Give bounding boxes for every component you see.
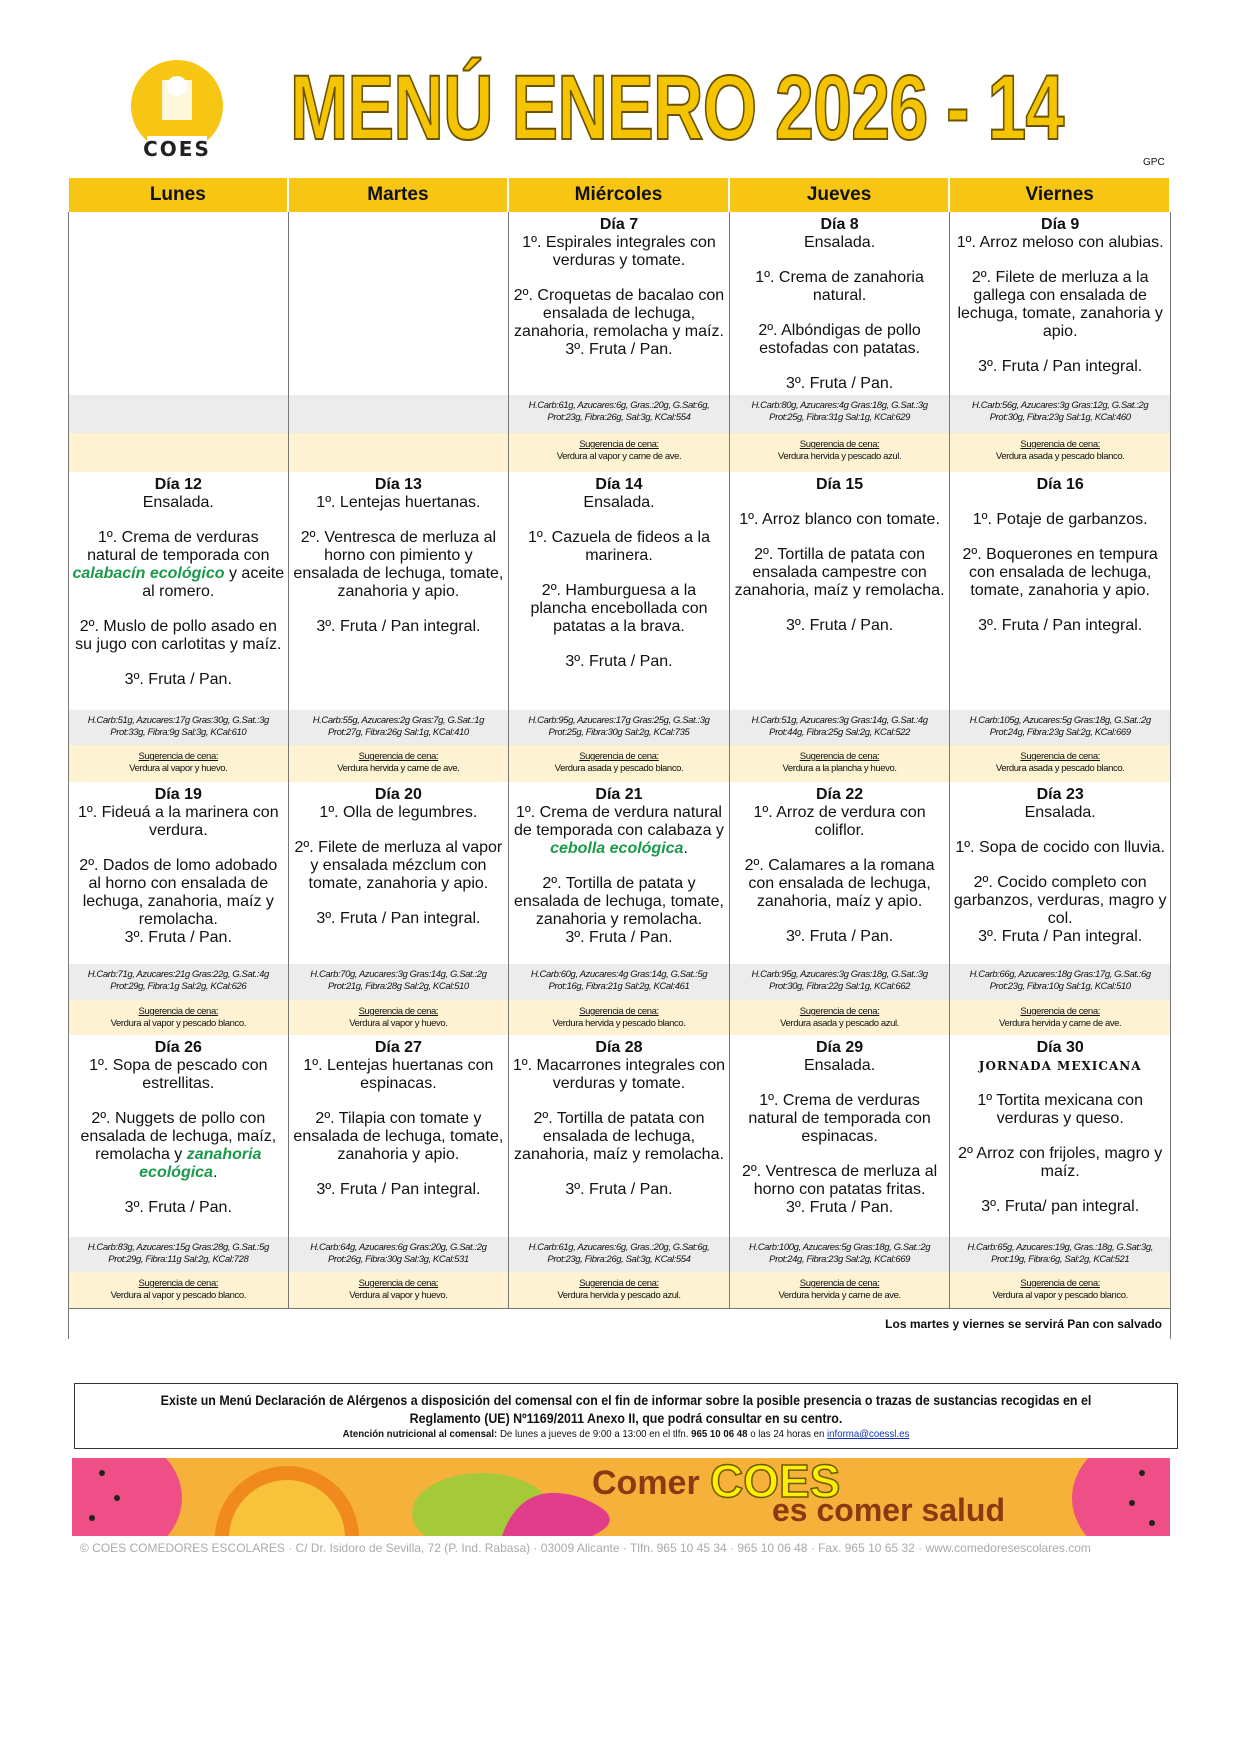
nutrition-contact	[119, 1428, 1133, 1440]
day-cell	[289, 1035, 510, 1237]
dish-line: 1º. Lentejas huertanas con espinacas.	[303, 1057, 494, 1092]
nutrition-row	[68, 964, 1171, 1000]
dish-line: 3º. Fruta / Pan integral.	[978, 358, 1143, 375]
nutrition-cell	[730, 1237, 951, 1272]
suggestion-text: Verdura a la plancha y huevo.	[782, 763, 897, 774]
suggestion-cell	[950, 1000, 1171, 1035]
suggestion-label: Sugerencia de cena:	[579, 1278, 659, 1289]
day-cell	[289, 472, 510, 710]
dish-line: 2º. Ventresca de merluza al horno con pimiento y ensalada de lechuga, tomate, zanahoria y apio.	[293, 529, 504, 600]
dish-line	[72, 529, 285, 601]
menu-code: GPC	[1143, 157, 1165, 168]
suggestion-text: Verdura asada y pescado azul.	[780, 1018, 899, 1029]
suggestion-cell	[730, 1272, 951, 1308]
line-spacer	[953, 1075, 1167, 1092]
nutrition-cell	[950, 1237, 1171, 1272]
nutrition-cell	[950, 964, 1171, 1000]
line-spacer	[953, 600, 1167, 617]
dish-line: 1º. Lentejas huertanas.	[316, 494, 481, 511]
nutrition-info: H.Carb:51g, Azucares:3g Gras:14g, G.Sat.:4g	[751, 715, 928, 726]
dish-line: 3º. Fruta / Pan integral.	[316, 618, 481, 635]
nutrition-row	[68, 1237, 1171, 1272]
dish-text: 2º. Nuggets de pollo con ensalada de lechuga, maíz, remolacha y	[80, 1110, 277, 1163]
line-spacer	[733, 840, 947, 857]
nutrition-info: H.Carb:95g, Azucares:17g Gras:25g, G.Sat.:3g	[528, 715, 710, 726]
nutrition-cell	[289, 964, 510, 1000]
weekday-friday: Viernes	[950, 178, 1171, 212]
nutrition-info: Prot:25g, Fibra:31g Sal:1g, KCal:629	[769, 412, 911, 423]
nutrition-cell	[509, 710, 730, 745]
suggestion-cell	[289, 1272, 510, 1308]
week-menu-row	[68, 1035, 1171, 1237]
nutrition-cell	[289, 710, 510, 745]
day-cell	[509, 212, 730, 395]
line-spacer	[512, 636, 726, 653]
dish-line: 1º. Macarrones integrales con verduras y tomate.	[512, 1057, 726, 1092]
suggestion-text: Verdura asada y pescado blanco.	[995, 763, 1125, 774]
day-title: Día 13	[374, 476, 422, 493]
dish-line: 3º. Fruta / Pan.	[565, 929, 673, 946]
suggestion-label: Sugerencia de cena:	[1020, 1278, 1100, 1289]
nutrition-info: H.Carb:95g, Azucares:3g Gras:18g, G.Sat.:3g	[751, 969, 928, 980]
dish-text: 1º. Crema de verdura natural de temporada con calabaza y	[514, 804, 724, 839]
dish-line: 1º. Crema de zanahoria natural.	[755, 269, 924, 304]
nutrition-cell	[509, 1237, 730, 1272]
nutrition-cell	[289, 395, 510, 433]
nutrition-info: Prot:26g, Fibra:30g Sal:3g, KCal:531	[327, 1254, 469, 1265]
dish-line: 2º. Tilapia con tomate y ensalada de lechuga, tomate, zanahoria y apio.	[293, 1110, 504, 1163]
dish-line: 3º. Fruta / Pan.	[124, 671, 232, 688]
day-cell	[509, 782, 730, 964]
day-cell	[509, 1035, 730, 1237]
dish-line: 3º. Fruta / Pan.	[785, 1199, 894, 1216]
day-title: Día 22	[816, 786, 864, 803]
suggestion-cell	[68, 433, 289, 472]
dish-line: 1º. Fideuá a la marinera con verdura.	[77, 804, 279, 839]
weekday-wednesday: Miércoles	[509, 178, 730, 212]
line-spacer	[953, 1128, 1167, 1145]
nutrition-cell	[730, 710, 951, 745]
day-cell	[68, 782, 289, 964]
day-title: Día 28	[595, 1039, 643, 1056]
suggestion-text: Verdura asada y pescado blanco.	[995, 451, 1125, 462]
suggestion-label: Sugerencia de cena:	[138, 1006, 219, 1017]
suggestion-label: Sugerencia de cena:	[799, 1278, 880, 1289]
allergen-line-2: Reglamento (UE) Nº1169/2011 Anexo II, que podrá consultar en su centro.	[409, 1411, 843, 1426]
weekday-thursday: Jueves	[730, 178, 951, 212]
contact-phone: 965 10 06 48	[691, 1428, 748, 1440]
nutrition-info: Prot:24g, Fibra:23g Sal:2g, KCal:669	[769, 1254, 911, 1265]
nutrition-info: H.Carb:64g, Azucares:6g Gras:20g, G.Sat.:2g	[310, 1242, 487, 1253]
weekday-monday: Lunes	[68, 178, 289, 212]
suggestion-text: Verdura hervida y pescado azul.	[777, 451, 902, 462]
suggestion-cell	[289, 433, 510, 472]
suggestion-label: Sugerencia de cena:	[1020, 751, 1100, 762]
line-spacer	[733, 529, 947, 546]
special-day-label: JORNADA MEXICANA	[978, 1059, 1142, 1073]
suggestion-text: Verdura al vapor y carne de ave.	[556, 451, 682, 462]
bread-note: Los martes y viernes se servirá Pan con salvado	[68, 1308, 1171, 1339]
line-spacer	[292, 1093, 506, 1110]
dish-line: Ensalada.	[803, 234, 876, 251]
line-spacer	[733, 252, 947, 269]
suggestion-cell	[730, 1000, 951, 1035]
line-spacer	[512, 512, 726, 529]
line-spacer	[72, 1093, 285, 1110]
nutrition-info: H.Carb:56g, Azucares:3g Gras:12g, G.Sat.:2g	[972, 400, 1149, 411]
suggestion-text: Verdura al vapor y huevo.	[349, 1018, 448, 1029]
line-spacer	[733, 911, 947, 928]
suggestion-label: Sugerencia de cena:	[358, 751, 439, 762]
suggestion-label: Sugerencia de cena:	[799, 1006, 880, 1017]
suggestion-cell	[68, 745, 289, 782]
suggestion-text: Verdura al vapor y pescado blanco.	[110, 1290, 246, 1301]
dish-line: 3º. Fruta / Pan.	[124, 1199, 232, 1216]
suggestion-text: Verdura hervida y carne de ave.	[999, 1018, 1122, 1029]
line-spacer	[733, 1146, 947, 1163]
dish-line: 1º Tortita mexicana con verduras y queso.	[977, 1092, 1143, 1127]
nutrition-row	[68, 395, 1171, 433]
dish-line: 3º. Fruta / Pan.	[565, 653, 673, 670]
allergen-notice	[74, 1383, 1178, 1449]
nutrition-info: Prot:29g, Fibra:1g Sal:2g, KCal:626	[110, 981, 247, 992]
suggestion-text: Verdura al vapor y pescado blanco.	[992, 1290, 1128, 1301]
line-spacer	[953, 341, 1167, 358]
nutrition-info: H.Carb:66g, Azucares:18g Gras:17g, G.Sat.:6g	[969, 969, 1151, 980]
suggestion-label: Sugerencia de cena:	[138, 751, 219, 762]
nutrition-cell	[950, 710, 1171, 745]
weekday-tuesday: Martes	[289, 178, 510, 212]
suggestion-text: Verdura hervida y carne de ave.	[778, 1290, 901, 1301]
line-spacer	[72, 601, 285, 618]
dish-line: 3º. Fruta / Pan.	[565, 1181, 673, 1198]
banner-brand: COES	[710, 1458, 841, 1507]
suggestion-text: Verdura hervida y pescado blanco.	[552, 1018, 686, 1029]
suggestion-label: Sugerencia de cena:	[1020, 1006, 1100, 1017]
nutrition-info: Prot:29g, Fibra:11g Sal:2g, KCal:728	[108, 1254, 249, 1265]
day-title: Día 19	[154, 786, 202, 803]
line-spacer	[72, 512, 285, 529]
day-title: Día 20	[374, 786, 422, 803]
suggestion-cell	[289, 1000, 510, 1035]
line-spacer	[292, 512, 506, 529]
weekday-header-row	[68, 178, 1171, 212]
day-cell	[509, 472, 730, 710]
line-spacer	[953, 252, 1167, 269]
nutrition-cell	[509, 964, 730, 1000]
suggestion-cell	[509, 433, 730, 472]
dish-line: 2º. Filete de merluza a la gallega con ensalada de lechuga, tomate, zanahoria y apio.	[957, 269, 1163, 340]
nutrition-cell	[950, 395, 1171, 433]
day-cell	[289, 212, 510, 395]
line-spacer	[733, 1075, 947, 1092]
suggestion-cell	[509, 1000, 730, 1035]
dish-text: .	[212, 1164, 218, 1181]
line-spacer	[953, 1181, 1167, 1198]
line-spacer	[72, 840, 285, 857]
suggestion-text: Verdura hervida y pescado azul.	[557, 1290, 681, 1301]
line-spacer	[512, 1093, 726, 1110]
nutrition-info: H.Carb:65g, Azucares:19g, Gras.:18g, G.Sat:3g,	[967, 1242, 1153, 1253]
dish-text: .	[683, 840, 688, 857]
dish-line: 2º. Muslo de pollo asado en su jugo con carlotitas y maíz.	[75, 618, 282, 653]
dish-line: 2º. Cocido completo con garbanzos, verduras, magro y col.	[953, 874, 1167, 927]
coes-logo	[122, 58, 232, 168]
line-spacer	[733, 305, 947, 322]
nutrition-info: Prot:30g, Fibra:22g Sal:1g, KCal:662	[769, 981, 911, 992]
dish-line	[512, 804, 726, 858]
nutrition-cell	[68, 1237, 289, 1272]
banner-word-comer: Comer	[592, 1464, 700, 1502]
eco-ingredient: zanahoria ecológica	[139, 1146, 262, 1181]
dish-line: 2º. Dados de lomo adobado al horno con ensalada de lechuga, zanahoria, maíz y remolacha.	[79, 857, 278, 928]
day-title: Día 27	[374, 1039, 422, 1056]
week-menu-row	[68, 472, 1171, 710]
nutrition-info: H.Carb:70g, Azucares:3g Gras:14g, G.Sat.:2g	[310, 969, 487, 980]
line-spacer	[292, 822, 506, 839]
line-spacer	[953, 529, 1167, 546]
day-title: Día 12	[154, 476, 202, 493]
dinner-suggestion-row	[68, 745, 1171, 782]
dish-line: 1º. Crema de verduras natural de temporada con espinacas.	[748, 1092, 931, 1145]
suggestion-cell	[950, 745, 1171, 782]
line-spacer	[733, 358, 947, 375]
nutrition-info: H.Carb:51g, Azucares:17g Gras:30g, G.Sat.:3g	[87, 715, 269, 726]
suggestion-label: Sugerencia de cena:	[799, 751, 880, 762]
dish-line: 1º. Sopa de pescado con estrellitas.	[89, 1057, 268, 1092]
suggestion-label: Sugerencia de cena:	[579, 439, 659, 450]
day-title: Día 15	[816, 476, 864, 493]
suggestion-label: Sugerencia de cena:	[579, 1006, 659, 1017]
day-cell	[950, 212, 1171, 395]
eco-ingredient: calabacín ecológico	[72, 565, 225, 582]
dish-line: 2º. Ventresca de merluza al horno con patatas fritas.	[741, 1163, 938, 1198]
nutrition-info: Prot:23g, Fibra:26g, Sal:3g, KCal:554	[547, 412, 691, 423]
day-title: Día 30	[1036, 1039, 1084, 1056]
contact-label: Atención nutricional al comensal:	[342, 1428, 498, 1440]
dinner-suggestion-row	[68, 1000, 1171, 1035]
line-spacer	[953, 822, 1167, 839]
dish-line: 1º. Cazuela de fideos a la marinera.	[528, 529, 710, 564]
dish-line: 3º. Fruta / Pan.	[785, 617, 894, 634]
nutrition-info: Prot:16g, Fibra:21g Sal:2g, KCal:461	[548, 981, 690, 992]
day-cell	[730, 1035, 951, 1237]
line-spacer	[512, 1164, 726, 1181]
day-title: Día 7	[599, 216, 639, 233]
line-spacer	[292, 893, 506, 910]
suggestion-label: Sugerencia de cena:	[358, 1278, 439, 1289]
suggestion-label: Sugerencia de cena:	[358, 1006, 439, 1017]
dish-line: 2º Arroz con frijoles, magro y maíz.	[958, 1145, 1163, 1180]
day-cell	[950, 472, 1171, 710]
dish-line	[72, 1110, 285, 1182]
nutrition-cell	[68, 710, 289, 745]
day-cell	[68, 212, 289, 395]
dish-line: 1º. Arroz meloso con alubias.	[956, 234, 1164, 251]
dish-line: 1º. Arroz blanco con tomate.	[739, 511, 940, 528]
nutrition-info: H.Carb:105g, Azucares:5g Gras:18g, G.Sat.:2g	[969, 715, 1151, 726]
company-footer: © COES COMEDORES ESCOLARES · C/ Dr. Isidoro de Sevilla, 72 (P. Ind. Rabasa) · 03009 Alicante · Tlfn. 965 10 45 34 · 965 10 06 48 · Fax. 965 10 65 32 · www.comedoresescolares.com	[80, 1541, 1091, 1555]
nutrition-cell	[730, 395, 951, 433]
suggestion-cell	[509, 1272, 730, 1308]
dish-line: 2º. Tortilla de patata y ensalada de lechuga, tomate, zanahoria y remolacha.	[514, 875, 724, 928]
line-spacer	[72, 654, 285, 671]
week-menu-row	[68, 212, 1171, 395]
dish-line: 3º. Fruta / Pan integral.	[316, 1181, 481, 1198]
dish-line: Ensalada.	[583, 494, 655, 511]
suggestion-text: Verdura al vapor y huevo.	[349, 1290, 448, 1301]
line-spacer	[512, 565, 726, 582]
suggestion-text: Verdura al vapor y pescado blanco.	[110, 1018, 246, 1029]
dish-line: 2º. Tortilla de patata con ensalada campestre con zanahoria, maíz y remolacha.	[734, 546, 945, 599]
nutrition-info: Prot:23g, Fibra:10g Sal:1g, KCal:510	[989, 981, 1131, 992]
suggestion-label: Sugerencia de cena:	[799, 439, 880, 450]
suggestion-label: Sugerencia de cena:	[579, 751, 659, 762]
line-spacer	[512, 858, 726, 875]
dish-line: 3º. Fruta/ pan integral.	[981, 1198, 1140, 1215]
day-cell	[289, 782, 510, 964]
promo-banner	[72, 1458, 1170, 1536]
day-title: Día 9	[1041, 216, 1080, 233]
dish-line: 2º. Filete de merluza al vapor y ensalada mézclum con tomate, zanahoria y apio.	[294, 839, 503, 892]
dish-line: Ensalada.	[1024, 804, 1096, 821]
day-cell	[68, 1035, 289, 1237]
dish-line: Ensalada.	[142, 494, 214, 511]
suggestion-cell	[950, 1272, 1171, 1308]
nutrition-info: H.Carb:71g, Azucares:21g Gras:22g, G.Sat.:4g	[87, 969, 269, 980]
nutrition-row	[68, 710, 1171, 745]
nutrition-cell	[509, 395, 730, 433]
suggestion-cell	[730, 745, 951, 782]
dish-line: 3º. Fruta / Pan.	[565, 341, 673, 358]
dish-text: y aceite al romero.	[142, 565, 285, 600]
nutrition-info: H.Carb:60g, Azucares:4g Gras:14g, G.Sat.:5g	[530, 969, 708, 980]
day-cell	[730, 212, 951, 395]
menu-table	[68, 178, 1171, 1339]
dish-line: 3º. Fruta / Pan integral.	[978, 617, 1143, 634]
line-spacer	[512, 270, 726, 287]
line-spacer	[292, 1164, 506, 1181]
day-title: Día 8	[820, 216, 859, 233]
contact-tail: o las 24 horas en	[747, 1428, 828, 1440]
dish-line: 1º. Olla de legumbres.	[319, 804, 478, 821]
day-title: Día 14	[595, 476, 643, 493]
dish-line: Ensalada.	[803, 1057, 876, 1074]
day-title: Día 21	[595, 786, 643, 803]
nutrition-info: Prot:27g, Fibra:26g Sal:1g, KCal:410	[327, 727, 469, 738]
line-spacer	[72, 1182, 285, 1199]
dish-line: 2º. Tortilla de patata con ensalada de lechuga, zanahoria, maíz y remolacha.	[514, 1110, 724, 1163]
day-cell	[950, 1035, 1171, 1237]
suggestion-label: Sugerencia de cena:	[138, 1278, 219, 1289]
contact-email-link[interactable]: informa@coessl.es	[827, 1428, 910, 1440]
eco-ingredient: cebolla ecológica	[550, 840, 684, 857]
dish-line: 2º. Boquerones en tempura con ensalada de lechuga, tomate, zanahoria y apio.	[962, 546, 1158, 599]
day-cell	[730, 472, 951, 710]
week-menu-row	[68, 782, 1171, 964]
nutrition-info: H.Carb:61g, Azucares:6g, Gras.:20g, G.Sat:6g,	[528, 1242, 710, 1253]
line-spacer	[733, 494, 947, 511]
nutrition-info: Prot:24g, Fibra:23g Sal:2g, KCal:669	[989, 727, 1131, 738]
day-title: Día 26	[154, 1039, 202, 1056]
dinner-suggestion-row	[68, 1272, 1171, 1308]
day-cell	[950, 782, 1171, 964]
line-spacer	[733, 600, 947, 617]
dish-line: 2º. Calamares a la romana con ensalada de lechuga, zanahoria, maíz y apio.	[744, 857, 935, 910]
nutrition-info: H.Carb:55g, Azucares:2g Gras:7g, G.Sat.:1g	[312, 715, 485, 726]
dish-line: 2º. Croquetas de bacalao con ensalada de lechuga, zanahoria, remolacha y maíz.	[513, 287, 725, 340]
suggestion-cell	[289, 745, 510, 782]
nutrition-info: H.Carb:80g, Azucares:4g Gras:18g, G.Sat.:3g	[751, 400, 928, 411]
dish-line: 2º. Albóndigas de pollo estofadas con patatas.	[758, 322, 921, 357]
suggestion-text: Verdura hervida y carne de ave.	[337, 763, 460, 774]
dish-line: 3º. Fruta / Pan.	[785, 928, 894, 945]
nutrition-cell	[289, 1237, 510, 1272]
suggestion-cell	[68, 1272, 289, 1308]
line-spacer	[292, 601, 506, 618]
nutrition-info: Prot:21g, Fibra:28g Sal:2g, KCal:510	[327, 981, 469, 992]
nutrition-info: H.Carb:100g, Azucares:5g Gras:18g, G.Sat.:2g	[749, 1242, 931, 1253]
day-cell	[730, 782, 951, 964]
nutrition-info: H.Carb:61g, Azucares:6g, Gras.:20g, G.Sat:6g,	[528, 400, 710, 411]
line-spacer	[953, 494, 1167, 511]
banner-slogan: es comer salud	[772, 1492, 1005, 1528]
dish-line: 1º. Potaje de garbanzos.	[972, 511, 1148, 528]
line-spacer	[953, 857, 1167, 874]
suggestion-cell	[950, 433, 1171, 472]
nutrition-info: Prot:19g, Fibra:6g, Sal:2g, KCal:521	[991, 1254, 1130, 1265]
suggestion-cell	[730, 433, 951, 472]
suggestion-text: Verdura asada y pescado blanco.	[554, 763, 684, 774]
page-title: MENÚ ENERO 2026 - 14	[290, 57, 1064, 159]
day-cell	[68, 472, 289, 710]
suggestion-label: Sugerencia de cena:	[1020, 439, 1100, 450]
allergen-line-1: Existe un Menú Declaración de Alérgenos a disposición del comensal con el fin de informar sobre la posible presencia o trazas de sustancias recogidas en el	[160, 1393, 1092, 1408]
nutrition-cell	[730, 964, 951, 1000]
nutrition-info: Prot:44g, Fibra:25g Sal:2g, KCal:522	[769, 727, 911, 738]
dinner-suggestion-row	[68, 433, 1171, 472]
dish-line: 1º. Arroz de verdura con coliflor.	[753, 804, 926, 839]
suggestion-cell	[68, 1000, 289, 1035]
nutrition-info: Prot:30g, Fibra:23g Sal:1g, KCal:460	[989, 412, 1131, 423]
dish-line: 2º. Hamburguesa a la plancha encebollada con patatas a la brava.	[530, 582, 708, 635]
day-title: Día 16	[1036, 476, 1084, 493]
nutrition-cell	[68, 395, 289, 433]
svg-text:COES: COES	[143, 137, 211, 161]
nutrition-cell	[68, 964, 289, 1000]
suggestion-cell	[509, 745, 730, 782]
dish-line: 1º. Espirales integrales con verduras y tomate.	[522, 234, 716, 269]
contact-text: De lunes a jueves de 9:00 a 13:00 en el tlfn.	[497, 1428, 692, 1440]
suggestion-text: Verdura al vapor y huevo.	[129, 763, 228, 774]
dish-line: 3º. Fruta / Pan integral.	[978, 928, 1143, 945]
nutrition-info: Prot:25g, Fibra:30g Sal:2g, KCal:735	[548, 727, 690, 738]
nutrition-info: Prot:33g, Fibra:9g Sal:3g, KCal:610	[110, 727, 247, 738]
day-title: Día 29	[816, 1039, 864, 1056]
dish-text: 1º. Crema de verduras natural de temporada con	[87, 529, 270, 564]
dish-line: 3º. Fruta / Pan.	[785, 375, 894, 392]
nutrition-info: Prot:23g, Fibra:26g, Sal:3g, KCal:554	[547, 1254, 691, 1265]
dish-line: 3º. Fruta / Pan integral.	[316, 910, 481, 927]
dish-line: 1º. Sopa de cocido con lluvia.	[955, 839, 1165, 856]
nutrition-info: H.Carb:83g, Azucares:15g Gras:28g, G.Sat.:5g	[87, 1242, 269, 1253]
dish-line	[953, 1057, 1167, 1075]
day-title: Día 23	[1036, 786, 1084, 803]
dish-line: 3º. Fruta / Pan.	[124, 929, 232, 946]
